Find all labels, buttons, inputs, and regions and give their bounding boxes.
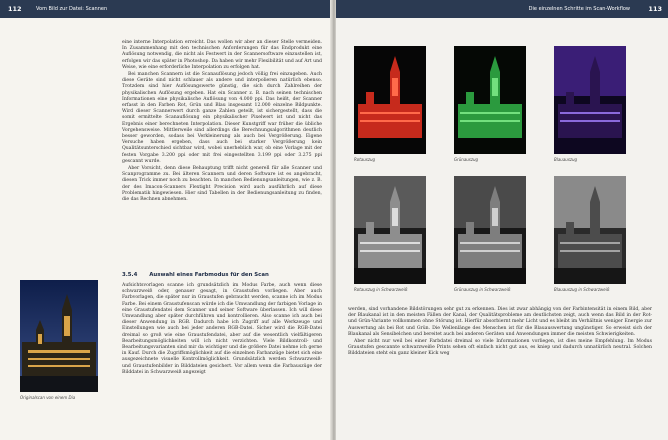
left-running-title: Vom Bild zur Datei: Scannen: [36, 6, 108, 12]
photo-caption: Blauauszug: [554, 157, 578, 162]
section-heading: [122, 272, 322, 278]
paragraph: eine interne Interpolation erreicht. Das wollen wir aber an dieser Stelle vermeiden. In Zusammenhang mit den technischen Anforderungen für das Endprodukt eine Auflösung notwendig, die nicht als Festwert in der Scannersoftware einzustellen ist, erfolgen wir das später in Photoshop. Da haben wir mehr Flexibilität und auf Art und Weise, wie eine erforderliche Interpolation zu erfolgen hat.: [122, 40, 322, 70]
left-page: [0, 0, 333, 440]
right-running-title: Die einzelnen Schritte im Scan-Workflow: [528, 6, 630, 12]
paragraph: werden, sind vorhandene Bildstörungen sehr gut zu erkennen. Dies ist zwar abhängig von der Farbintensität in einem Bild, aber der Blaukanal ist in den meisten Fällen der Kanal, der Qualitätsprobleme am deutlichsten zeigt, auch wenn das Bild in der Rot- und Grün-Variante vollkommen ohne Störung ist. Hierfür absorbiernt mehr Licht und es bleibt im Verhältnis weniger Energie zur Auswertung als bei Rot und Grün. Die Wellenlänge des Menschen ist für die Blauauswertung ungünstiger. So erweist sich der Blaukanal als Sensibelchen und bereitet auch bei anderen Geräten und Anwendungen immer die meisten Schwierigkeiten.: [348, 307, 652, 337]
red-channel-photo: [354, 46, 426, 154]
left-page-header: [0, 0, 333, 18]
green-channel-photo: [454, 46, 526, 154]
left-body-text-top: [122, 40, 322, 204]
blue-channel-bw-photo: [554, 176, 626, 284]
paragraph: Aber nicht nur weil bei einer Farbdatei dreimal so viele Informationen vorliegen, ist dies meine Empfehlung. Im Modus Graustufen gescannte schwarzweiße Prints sehen oft einfach nicht gut aus, es kniep und dadurch unnatürlich neutral. Solchen Bilddateien steht ein ganz kleiner Kick weg: [348, 339, 652, 357]
section-number: 3.5.4: [122, 272, 138, 278]
right-body-text: [348, 307, 652, 359]
photo-caption: Rotauszug in Schwarzweiß: [354, 287, 408, 292]
green-channel-bw-photo: [454, 176, 526, 284]
right-page-header: [336, 0, 668, 18]
right-page: [336, 0, 668, 440]
paragraph: Aufsichtsvorlagen scanne ich grundsätzlich im Modus Farbe, auch wenn diese schwarzweiß oder, genauer gesagt, in Graustufen vorliegen. Aber auch Farbvorlagen, die später nur in Graustufen gebraucht werden, scanne ich im Modus Farbe. Bei einem Graustufenscan würde ich die Umwandlung der farbigen Vorlage in eine Graustufendatei dem Scanner und seiner Software überlassen. Ich will diese Umwandlung aber später durchführen und kontrollieren. Also scanne ich auch bei dieser Anwendung in RGB. Dadurch habe ich Zugriff auf alle Werkzeuge und Einstellungen wie auch bei jeder anderen RGB-Datei. Sicher wird die RGB-Datei dreimal so groß wie eine Graustufendatei, aber auf die wesentlich vielfältigeren Bearbeitungsmöglichkeiten will ich nicht verzichten. Viele Bildkontroll- und Bearbeitungsvarianten sind mir da wichtiger und die größere Datei nehme ich gerne in Kauf. Durch die Zugriffsmöglichkeit auf die einzelnen Farbanzüge bietet sich eine ausgezeichnete visuelle Kontrollmöglichkeit. Grundsätzlich werden Schwarzweiß- und Graustufenbilder in Bilddateien gesichert. Vor allem wenn die Farbauszüge der Bilddatei in Schwarzweiß angezeigt: [122, 283, 322, 375]
left-page-number: 112: [8, 5, 22, 13]
paragraph: Bei manchen Scannern ist die Scanauflösung jedoch völlig frei einzugeben. Auch diese Geräte sind nicht schlauer als andere und interpolieren natürlich ebenso. Trotzdem sind hier Auflösungswerte günstig, die sich durch Zahlreihen der physikalischen Auflösung ergeben. Hat ein Scanner z. B. nach seinen technischen Informationen eine physikalische Auflösung von 4.000 ppi. Das heißt, der Scanner erfasst in den Farben Rot, Grün und Blau insgesamt 12.000 einzelne Bildpunkte. Wird dieser Scannerwert durch ganze Zahlen geteilt, ist sichergestellt, dass die somit ermittelte Scanauflösung ein physikalischer Pixelwert ist und nicht das Ergebnis einer berechneten Interpolation. Dieser Kunstgriff war früher die übliche Vorgehensweise. Mittlerweile sind allerdings die Berechnungsalgorithmen deutlich besser geworden, sodass bei Verkleinerung als auch bei Vergrößerung. Eigene Versuche haben ergeben, dass auch bei starker Vergrößerung kein Qualitätsunterschied sichtbar wird, wobei unerheblich war, ob eine Vorlage mit der festen Vorgabe 3.200 ppi oder mit frei eingestellten 3.199 ppi oder 3.275 ppi gescannt wurde.: [122, 72, 322, 164]
red-channel-bw-photo: [354, 176, 426, 284]
left-body-text-bottom: [122, 283, 322, 377]
original-scan-photo: [20, 280, 98, 392]
photo-caption: Originalscan von einem Dia: [20, 395, 76, 400]
photo-caption: Rotauszug: [354, 157, 376, 162]
blue-channel-photo: [554, 46, 626, 154]
photo-caption: Blauauszug in Schwarzweiß: [554, 287, 610, 292]
section-title: Auswahl eines Farbmodus für den Scan: [149, 272, 269, 278]
photo-caption: Grünauszug: [454, 157, 479, 162]
right-page-number: 113: [648, 5, 662, 13]
paragraph: Aber Vorsicht, denn diese Behauptung trifft nicht generell für alle Scanner und Scanprogramme zu. Bei älteren Scannern und deren Software ist es angebracht, diesen Trick immer noch zu beachten. In manchen Bedienungsanleitungen, wie z. B. der des Imacon-Scanners Flextight Precision wird auch ausführlich auf diese Problematik hingewiesen. Hier sind Tabellen in der Bedienungsanleitung zu finden, die das Rechnen abnehmen.: [122, 166, 322, 203]
photo-caption: Grünauszug in Schwarzweiß: [454, 287, 511, 292]
